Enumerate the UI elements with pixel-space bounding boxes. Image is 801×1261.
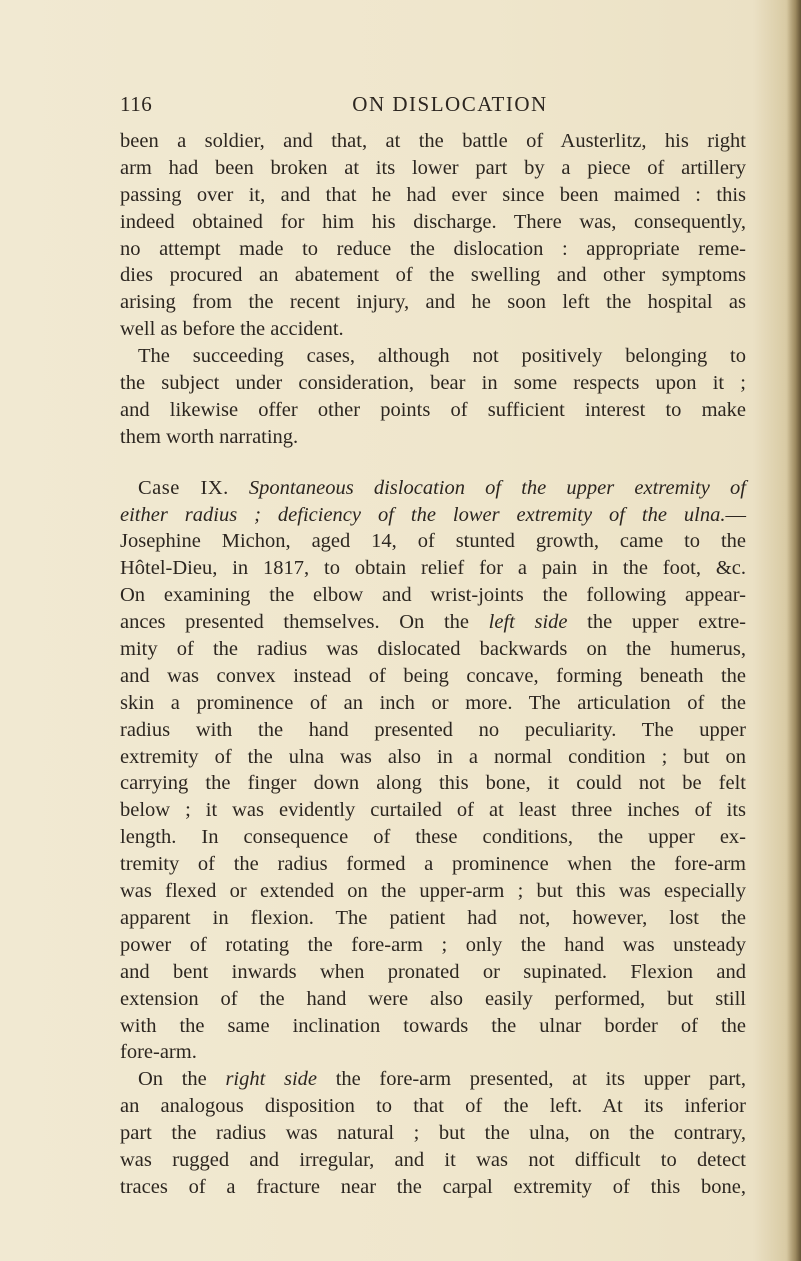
text-line: power of rotating the fore-arm ; only the hand was unsteady <box>120 933 746 956</box>
emphasis-left-side: left side <box>488 611 568 634</box>
text-line: apparent in flexion. The patient had not, however, lost the <box>120 906 746 929</box>
page-number: 116 <box>120 92 153 116</box>
text-line: tremity of the radius formed a prominence when the fore-arm <box>120 853 746 876</box>
text-line: skin a prominence of an inch or more. The articulation of the <box>120 691 746 714</box>
text-line: part the radius was natural ; but the ulna, on the contrary, <box>120 1122 746 1145</box>
case-heading-line <box>120 502 746 529</box>
text-line: traces of a fracture near the carpal extremity of this bone, <box>120 1175 746 1198</box>
case-heading-line <box>120 475 746 502</box>
text-fragment: On the <box>138 1068 207 1091</box>
text-line: an analogous disposition to that of the left. At its inferior <box>120 1095 746 1118</box>
text-line: arm had been broken at its lower part by a piece of artillery <box>120 156 746 179</box>
text-line: and was convex instead of being concave, forming beneath the <box>120 664 746 687</box>
text-fragment: the upper extre- <box>587 611 746 634</box>
text-line: On examining the elbow and wrist-joints the following appear- <box>120 584 746 607</box>
text-line: them worth narrating. <box>120 425 299 448</box>
text-line: and bent inwards when pronated or supinated. Flexion and <box>120 960 746 983</box>
case-title-continued: either radius ; deficiency of the lower extremity of the ulna. <box>120 503 726 526</box>
paragraph-gap <box>120 451 746 475</box>
text-line: Hôtel-Dieu, in 1817, to obtain relief for a pain in the foot, &c. <box>120 557 746 580</box>
text-line: Josephine Michon, aged 14, of stunted growth, came to the <box>120 530 746 553</box>
paragraph-right-side <box>120 1066 746 1200</box>
text-line: The succeeding cases, although not positively belonging to <box>138 345 746 368</box>
text-line: carrying the finger down along this bone, it could not be felt <box>120 772 746 795</box>
text-line: extremity of the ulna was also in a normal condition ; but on <box>120 745 746 768</box>
running-title: ON DISLOCATION <box>352 92 548 116</box>
text-line: the subject under consideration, bear in some respects upon it ; <box>120 372 746 395</box>
case-ix-paragraph <box>120 475 746 1067</box>
text-line: length. In consequence of these conditions, the upper ex- <box>120 826 746 849</box>
text-line: mity of the radius was dislocated backwards on the humerus, <box>120 638 746 661</box>
text-line: was flexed or extended on the upper-arm ; but this was especially <box>120 880 746 903</box>
text-line <box>120 1066 746 1093</box>
text-line: radius with the hand presented no peculiarity. The upper <box>120 718 746 741</box>
emphasis-right-side: right side <box>225 1068 318 1091</box>
text-line <box>120 609 746 636</box>
page-body <box>120 128 746 1201</box>
text-line: and likewise offer other points of sufficient interest to make <box>120 398 746 421</box>
text-line: dies procured an abatement of the swelling and other symptoms <box>120 264 746 287</box>
text-line: extension of the hand were also easily performed, but still <box>120 987 746 1010</box>
text-line: no attempt made to reduce the dislocation : appropriate reme- <box>120 237 746 260</box>
page-edge-shadow <box>787 0 801 1261</box>
text-fragment: the fore-arm presented, at its upper part, <box>335 1068 746 1091</box>
text-line: with the same inclination towards the ulnar border of the <box>120 1014 746 1037</box>
text-line: arising from the recent injury, and he soon left the hospital as <box>120 291 746 314</box>
case-title: Spontaneous dislocation of the upper extremity of <box>248 476 746 499</box>
paragraph-continued <box>120 128 746 343</box>
page-header <box>120 92 740 122</box>
text-line: passing over it, and that he had ever since been maimed : this <box>120 183 746 206</box>
text-fragment: ances presented themselves. On the <box>120 611 469 634</box>
text-line: indeed obtained for him his discharge. There was, consequently, <box>120 210 746 233</box>
text-line: been a soldier, and that, at the battle of Austerlitz, his right <box>120 130 746 152</box>
text-line: fore-arm. <box>120 1041 197 1064</box>
text-line: below ; it was evidently curtailed of at least three inches of its <box>120 799 746 822</box>
em-dash: — <box>725 503 746 526</box>
text-line: well as before the accident. <box>120 318 344 341</box>
text-line: was rugged and irregular, and it was not difficult to detect <box>120 1148 746 1171</box>
case-label: Case IX. <box>138 476 229 499</box>
paragraph-succeeding-cases <box>120 343 746 451</box>
